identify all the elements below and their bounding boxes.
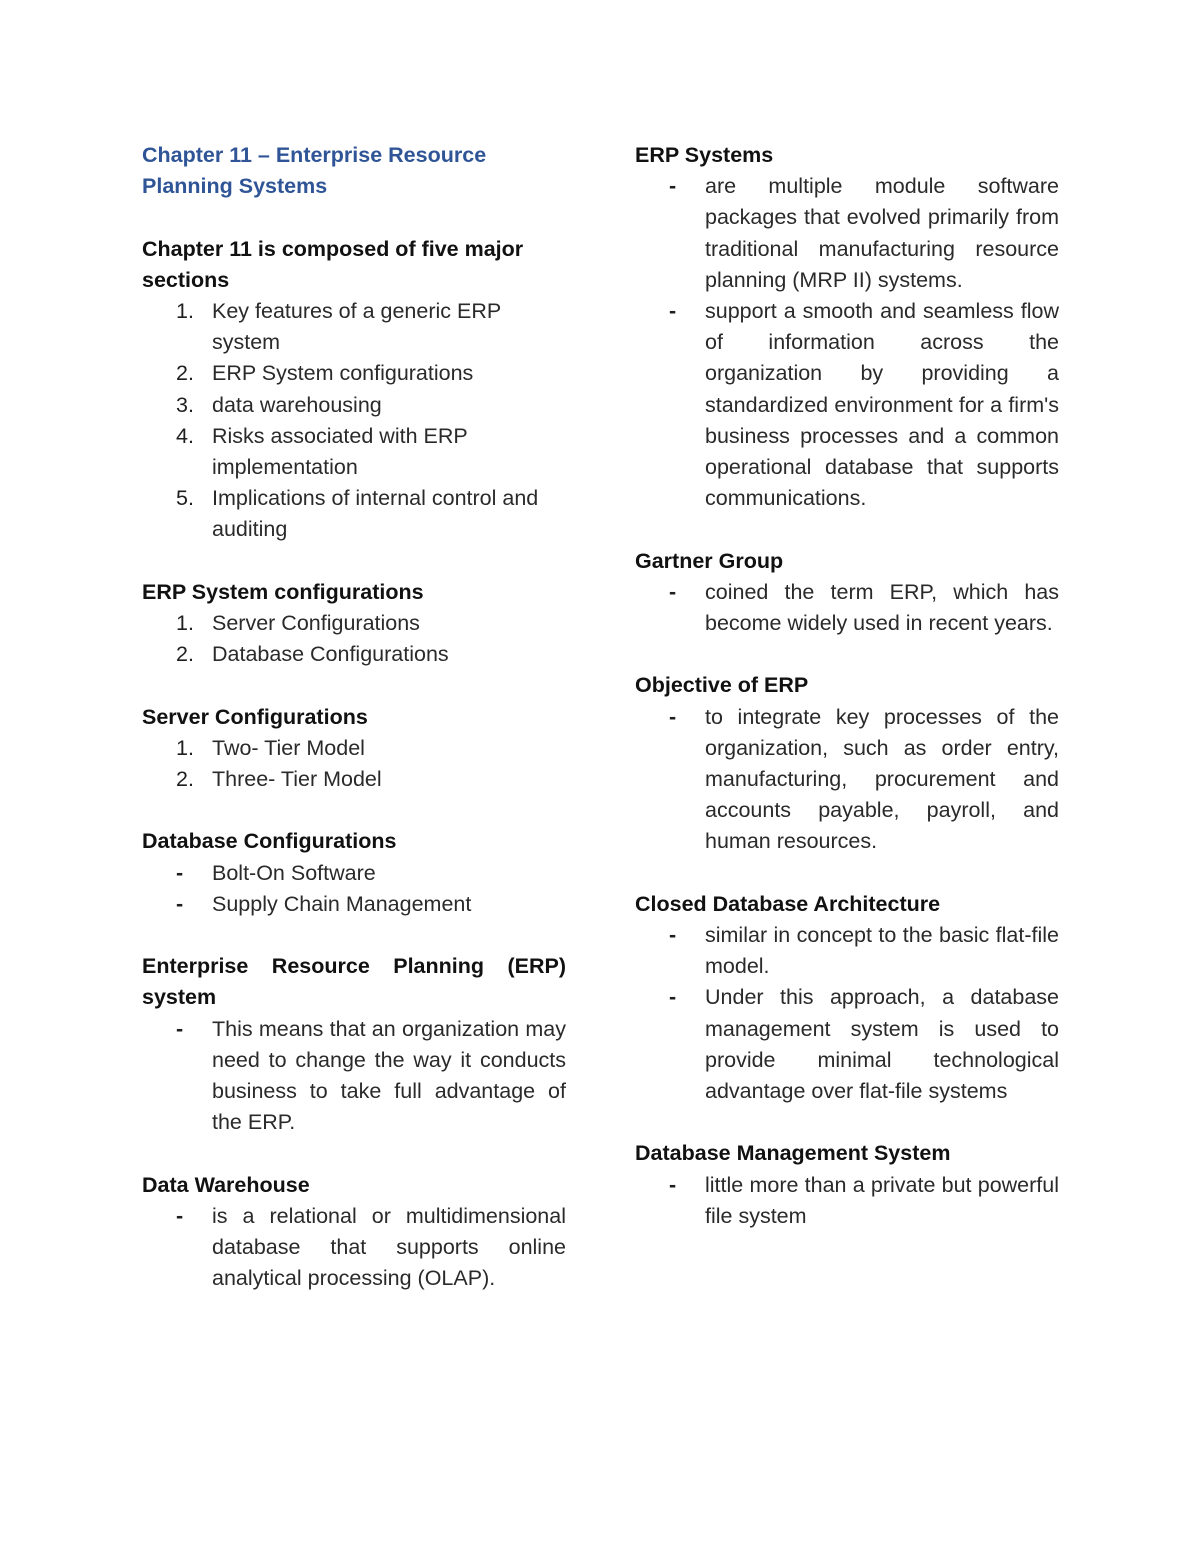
list-item: 2. Database Configurations: [176, 642, 449, 667]
gartner-list: [635, 577, 1059, 639]
dw-list: [142, 1201, 566, 1295]
intro-heading: Chapter 11 is composed of five major sections: [142, 236, 524, 292]
server-list: [142, 733, 566, 795]
left-column: [142, 140, 566, 1294]
dbms-heading: Database Management System: [635, 1141, 951, 1166]
list-item: - This means that an organization may need to change the way it conducts business to take full advantage of the ERP.: [176, 1016, 566, 1135]
list-item: - Supply Chain Management: [176, 891, 472, 916]
list-item: - Under this approach, a database management system is used to provide minimal technological advantage over flat-file systems: [669, 985, 1059, 1104]
db-list: [142, 858, 566, 920]
list-item: 2. Three- Tier Model: [176, 767, 382, 792]
closed-list: [635, 920, 1059, 1107]
chapter-title: [142, 140, 566, 202]
list-item: 5. Implications of internal control and auditing: [176, 486, 539, 542]
db-heading: Database Configurations: [142, 829, 397, 854]
objective-heading: Objective of ERP: [635, 673, 809, 698]
list-item: - similar in concept to the basic flat-file model.: [669, 923, 1059, 979]
erp-heading: Enterprise Resource Planning (ERP) system: [142, 954, 566, 1010]
list-item: - is a relational or multidimensional database that supports online analytical processing (OLAP).: [176, 1203, 566, 1291]
dbms-list: [635, 1170, 1059, 1232]
systems-list: [635, 171, 1059, 514]
list-item: - Bolt-On Software: [176, 860, 376, 885]
list-item: - to integrate key processes of the organization, such as order entry, manufacturing, procurement and accounts payable, payroll, and human resources.: [669, 704, 1059, 854]
erp-list: [142, 1014, 566, 1139]
list-item: 3. data warehousing: [176, 392, 382, 417]
list-item: 2. ERP System configurations: [176, 361, 474, 386]
list-item: - support a smooth and seamless flow of information across the organization by providing a standardized environment for a firm's business processes and a common operational database that supports communications.: [669, 299, 1059, 511]
list-item: - are multiple module software packages that evolved primarily from traditional manufacturing resource planning (MRP II) systems.: [669, 174, 1059, 292]
list-item: 4. Risks associated with ERP implementation: [176, 423, 468, 480]
server-heading: Server Configurations: [142, 704, 368, 729]
objective-list: [635, 702, 1059, 858]
chapter-title-line2: Planning Systems: [142, 174, 328, 199]
config-list: [142, 608, 566, 670]
systems-heading: ERP Systems: [635, 143, 774, 167]
intro-list: [142, 296, 566, 546]
config-heading: ERP System configurations: [142, 579, 424, 604]
list-item: 1. Server Configurations: [176, 611, 420, 636]
list-item: - coined the term ERP, which has become widely used in recent years.: [669, 579, 1059, 636]
list-item: - little more than a private but powerful file system: [669, 1172, 1059, 1228]
gartner-heading: Gartner Group: [635, 548, 784, 573]
chapter-title-line1: Chapter 11 – Enterprise Resource: [142, 143, 487, 167]
list-item: 1. Two- Tier Model: [176, 735, 365, 760]
right-column: [635, 140, 1059, 1232]
dw-heading: Data Warehouse: [142, 1172, 310, 1197]
list-item: 1. Key features of a generic ERP system: [176, 299, 501, 355]
closed-heading: Closed Database Architecture: [635, 891, 941, 916]
